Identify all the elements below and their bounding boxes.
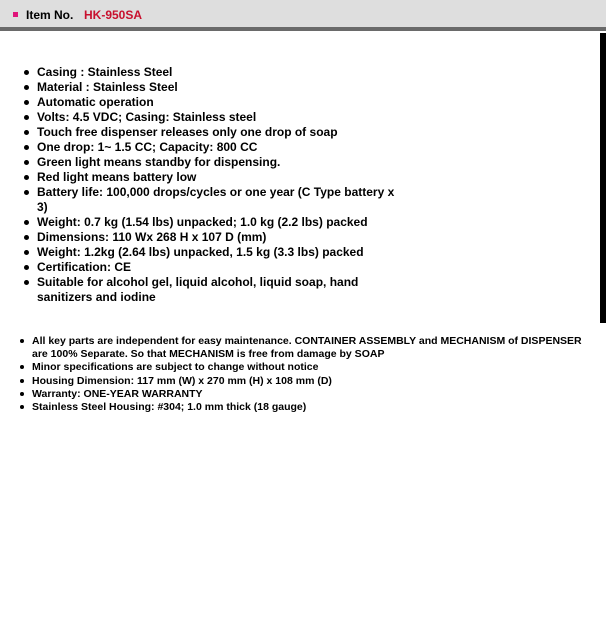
list-item: Casing : Stainless Steel [37, 65, 397, 80]
list-item: Volts: 4.5 VDC; Casing: Stainless steel [37, 110, 397, 125]
item-number-label: Item No. [26, 8, 74, 22]
list-item: Green light means standby for dispensing. [37, 155, 397, 170]
list-item: Minor specifications are subject to change without notice [32, 361, 597, 374]
list-item: Battery life: 100,000 drops/cycles or one year (C Type battery x 3) [37, 185, 397, 215]
list-item: Certification: CE [37, 260, 397, 275]
item-number-value: HK-950SA [84, 8, 143, 22]
list-item: One drop: 1~ 1.5 CC; Capacity: 800 CC [37, 140, 397, 155]
scrollbar[interactable] [600, 33, 606, 323]
header-divider [0, 27, 606, 31]
list-item: Stainless Steel Housing: #304; 1.0 mm thick (18 gauge) [32, 401, 597, 414]
list-item: Touch free dispenser releases only one drop of soap [37, 125, 397, 140]
notes-list [32, 335, 597, 414]
features-list [37, 65, 397, 305]
list-item: Dimensions: 110 Wx 268 H x 107 D (mm) [37, 230, 397, 245]
list-item: Weight: 0.7 kg (1.54 lbs) unpacked; 1.0 kg (2.2 lbs) packed [37, 215, 397, 230]
list-item: Material : Stainless Steel [37, 80, 397, 95]
list-item: Warranty: ONE-YEAR WARRANTY [32, 388, 597, 401]
list-item: Automatic operation [37, 95, 397, 110]
list-item: Housing Dimension: 117 mm (W) x 270 mm (H) x 108 mm (D) [32, 375, 597, 388]
square-bullet-icon [13, 12, 18, 17]
list-item: All key parts are independent for easy maintenance. CONTAINER ASSEMBLY and MECHANISM of DISPENSER are 100% Separate. So that MECHANISM is free from damage by SOAP [32, 335, 597, 361]
list-item: Red light means battery low [37, 170, 397, 185]
list-item: Suitable for alcohol gel, liquid alcohol, liquid soap, hand sanitizers and iodine [37, 275, 397, 305]
list-item: Weight: 1.2kg (2.64 lbs) unpacked, 1.5 kg (3.3 lbs) packed [37, 245, 397, 260]
